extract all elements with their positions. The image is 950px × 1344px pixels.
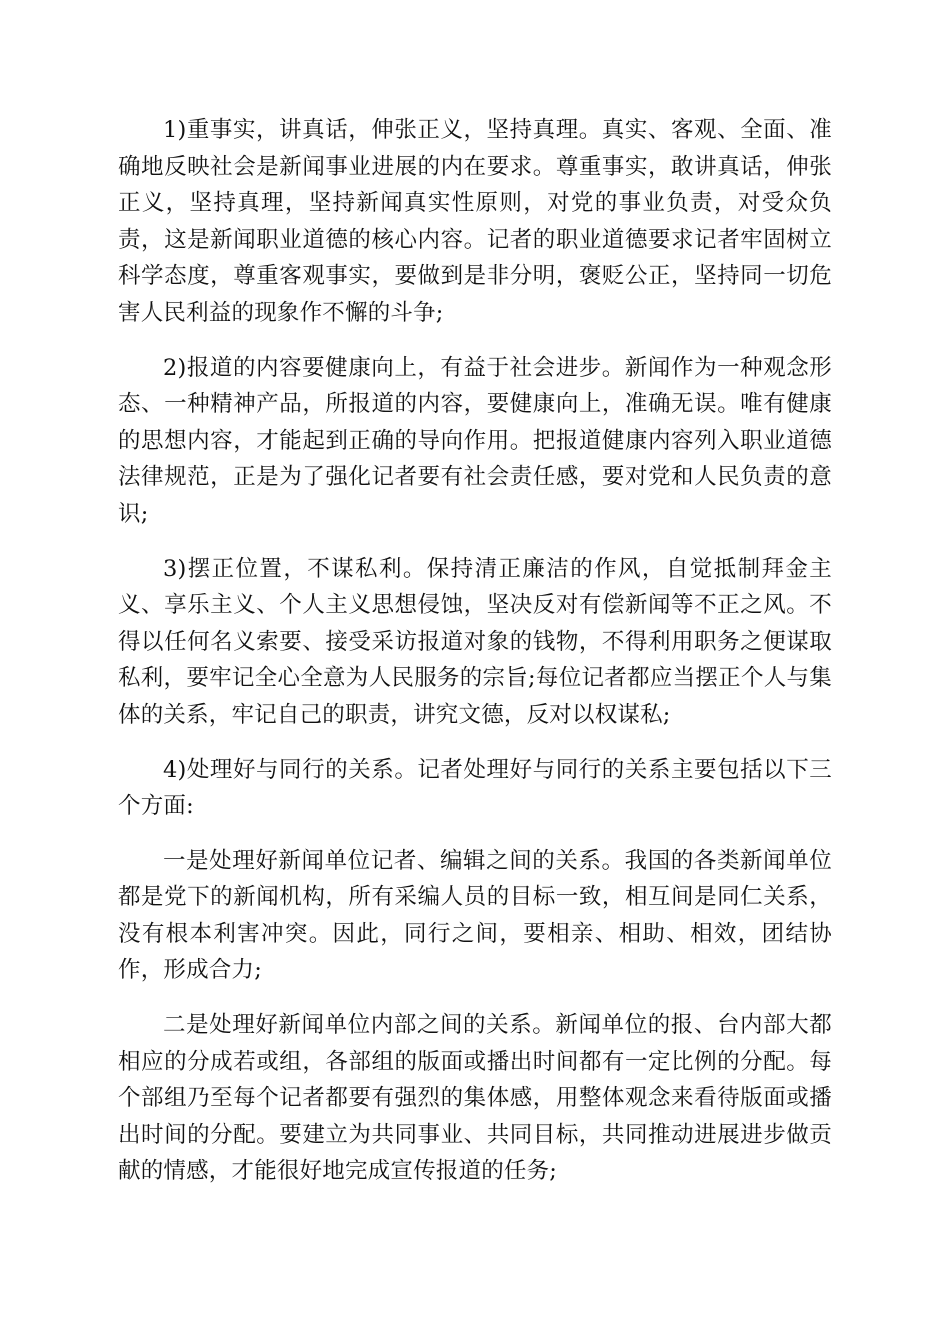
paragraph-fact-truth: 1)重事实，讲真话，伸张正义，坚持真理。真实、客观、全面、准确地反映社会是新闻事业进展的内在要求。尊重事实，敢讲真话，伸张正义，坚持真理，坚持新闻真实性原则，对党的事业负责，对受众负责，这是新闻职业道德的核心内容。记者的职业道德要求记者牢固树立科学态度，尊重客观事实，要做到是非分明，褒贬公正，坚持同一切危害人民利益的现象作不懈的斗争;	[118, 117, 832, 326]
paragraph-no-private-gain: 3)摆正位置，不谋私利。保持清正廉洁的作风，自觉抵制拜金主义、享乐主义、个人主义思想侵蚀，坚决反对有偿新闻等不正之风。不得以任何名义索要、接受采访报道对象的钱物，不得利用职务之便谋取私利，要牢记全心全意为人民服务的宗旨;每位记者都应当摆正个人与集体的关系，牢记自己的职责，讲究文德，反对以权谋私;	[118, 555, 832, 728]
paragraph-internal-relations: 二是处理好新闻单位内部之间的关系。新闻单位的报、台内部大都相应的分成若或组，各部组的版面或播出时间都有一定比例的分配。每个部组乃至每个记者都要有强烈的集体感，用整体观念来看待版面或播出时间的分配。要建立为共同事业、共同目标，共同推动进展进步做贡献的情感，才能很好地完成宣传报道的任务;	[118, 1012, 832, 1185]
paragraph-healthy-content: 2)报道的内容要健康向上，有益于社会进步。新闻作为一种观念形态、一种精神产品，所报道的内容，要健康向上，准确无误。唯有健康的思想内容，才能起到正确的导向作用。把报道健康内容列入职业道德法律规范，正是为了强化记者要有社会责任感，要对党和人民负责的意识;	[118, 354, 832, 527]
paragraph-peer-relations: 4)处理好与同行的关系。记者处理好与同行的关系主要包括以下三个方面:	[118, 756, 832, 820]
paragraph-reporter-editor-relations: 一是处理好新闻单位记者、编辑之间的关系。我国的各类新闻单位都是党下的新闻机构，所有采编人员的目标一致，相互间是同仁关系，没有根本利害冲突。因此，同行之间，要相亲、相助、相效，团结协作，形成合力;	[118, 847, 832, 984]
